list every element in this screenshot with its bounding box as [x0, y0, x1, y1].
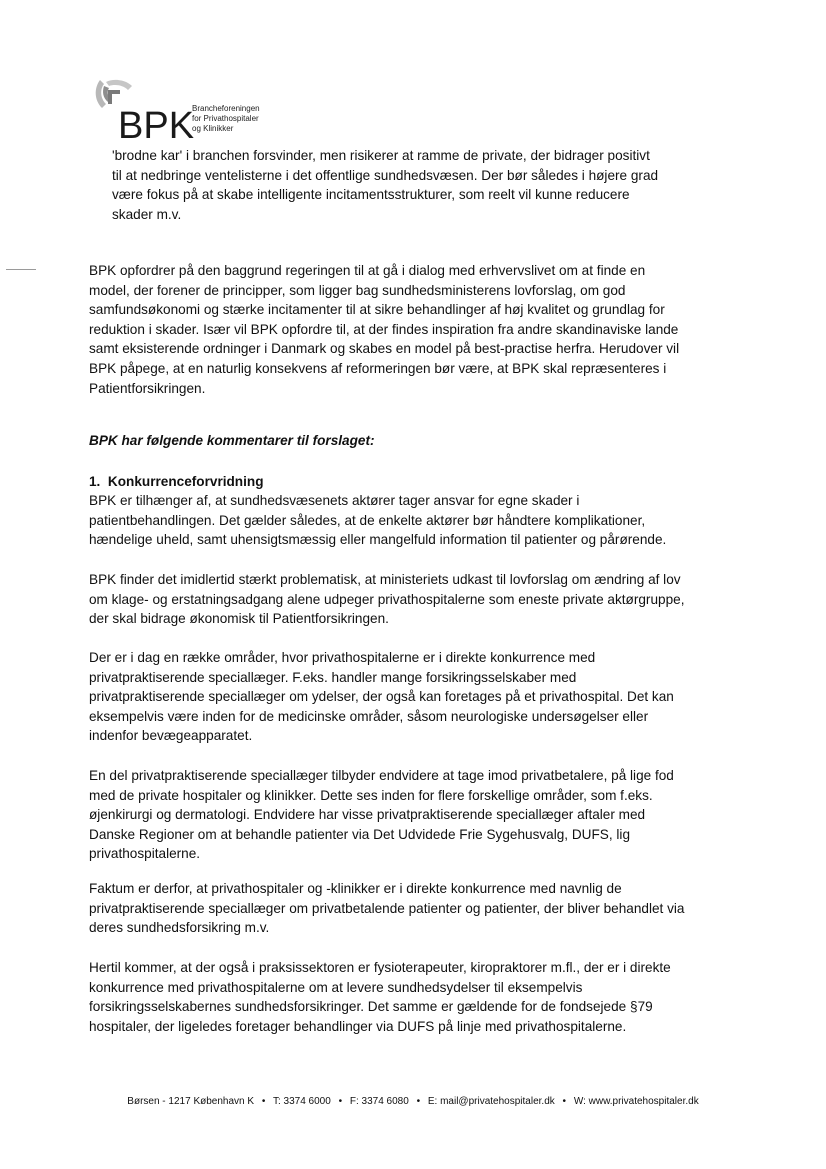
text-line: BPK er tilhænger af, at sundhedsvæsenets aktører tager ansvar for egne skader i: [89, 493, 580, 508]
footer-web: W: www.privatehospitaler.dk: [573, 1096, 699, 1107]
text-line: Patientforsikringen.: [89, 380, 206, 396]
section-paragraph: [89, 491, 769, 550]
text-line: hændelige uheld, samt uhensigtsmæssig eller mangelfuld information til patienter og pårørende.: [89, 532, 667, 548]
footer-separator: •: [416, 1096, 421, 1107]
footer-fax: F: 3374 6080: [349, 1096, 409, 1107]
text-line: være fokus på at skabe intelligente incitamentsstrukturer, som reelt vil kunne reducere: [112, 187, 630, 203]
text-line: BPK opfordrer på den baggrund regeringen til at gå i dialog med erhvervslivet om at finde en: [89, 263, 646, 278]
footer-separator: •: [562, 1096, 567, 1107]
logo-tagline: [192, 104, 260, 134]
footer-email: E: mail@privatehospitaler.dk: [427, 1096, 555, 1107]
footer-address: Børsen - 1217 København K: [127, 1096, 255, 1107]
logo-tagline-line: for Privathospitaler: [192, 114, 259, 123]
text-line: model, der forener de principper, som ligger bag sundhedsministerens lovforslag, om god: [89, 282, 626, 298]
text-line: til at nedbringe ventelisterne i det offentlige sundhedsvæsen. Der bør således i højere grad: [112, 167, 659, 183]
text-line: privatpraktiserende speciallæger om ydelser, der også kan foretages på et privathospital. Det kan: [89, 689, 674, 705]
text-line: BPK finder det imidlertid stærkt problematisk, at ministeriets udkast til lovforslag om ændring af lov: [89, 572, 681, 587]
section-title-text: Konkurrenceforvridning: [107, 474, 264, 489]
text-line: eksempelvis være inden for de medicinske områder, såsom neurologiske undersøgelser eller: [89, 708, 649, 724]
logo-tagline-line: og Klinikker: [192, 124, 234, 133]
footer-separator: •: [338, 1096, 343, 1107]
text-line: der skal bidrage økonomisk til Patientforsikringen.: [89, 611, 389, 627]
footer-separator: •: [261, 1096, 266, 1107]
text-line: øjenkirurgi og dermatologi. Endvidere har visse privatpraktiserende speciallæger aftaler med: [89, 807, 646, 823]
text-line: patientbehandlingen. Det gælder således, at de enkelte aktører bør håndtere komplikationer,: [89, 512, 646, 528]
footer-phone: T: 3374 6000: [272, 1096, 331, 1107]
text-line: reduktion i skader. Især vil BPK opfordre til, at der findes inspiration fra andre skandinaviske lande: [89, 321, 679, 337]
text-line: En del privatpraktiserende speciallæger tilbyder endvidere at tage imod privatbetalere, på lige fod: [89, 768, 674, 783]
text-line: forsikringsselskabernes sundhedsforsikringer. Det samme er gældende for de fondsejede §79: [89, 999, 653, 1015]
text-line: med de private hospitaler og klinikker. Dette ses inden for flere forskellige områder, som f.eks.: [89, 787, 653, 803]
text-line: Hertil kommer, at der også i praksissektoren er fysioterapeuter, kiropraktorer m.fl., der er i direkte: [89, 960, 671, 975]
text-line: hospitaler, der ligeledes foretager behandlinger via DUFS på linje med privathospitalerne.: [89, 1018, 627, 1034]
text-line: privatpraktiserende speciallæger. F.eks. handler mange forsikringsselskaber med: [89, 669, 577, 685]
text-line: Danske Regioner om at behandle patienter via Det Udvidede Frie Sygehusvalg, DUFS, lig: [89, 826, 631, 842]
text-line: samt eksisterende ordninger i Danmark og skabes en model på best-practise herfra. Herudover vil: [89, 341, 680, 357]
margin-mark: [6, 269, 36, 270]
paragraph-dialog: [89, 261, 769, 398]
text-line: samfundsøkonomi og stærke incitamenter til at sikre behandlinger af høj kvalitet og grundlag for: [89, 302, 665, 318]
section-paragraph: [89, 879, 769, 938]
text-line: privathospitalerne.: [89, 846, 201, 862]
text-line: privatpraktiserende speciallæger om privatbetalende patienter og patienter, der bliver behandlet via: [89, 900, 685, 916]
text-line: Faktum er derfor, at privathospitaler og -klinikker er i direkte konkurrence med navnlig de: [89, 881, 622, 896]
text-line: Der er i dag en række områder, hvor privathospitalerne er i direkte konkurrence med: [89, 650, 596, 665]
text-line: indenfor bevægeapparatet.: [89, 728, 253, 744]
section-paragraph: [89, 958, 769, 1036]
text-line: skader m.v.: [112, 206, 182, 222]
section-paragraph: [89, 648, 769, 746]
section-title: [89, 472, 769, 492]
comments-heading: BPK har følgende kommentarer til forslaget:: [89, 433, 375, 448]
section-paragraph: [89, 570, 769, 629]
footer-contact: [0, 1096, 826, 1107]
text-line: deres sundhedsforsikring m.v.: [89, 920, 270, 936]
logo-tagline-line: Brancheforeningen: [192, 104, 260, 113]
section-number: 1.: [89, 474, 101, 489]
intro-paragraph: [112, 146, 772, 224]
text-line: konkurrence med privathospitalerne om at levere sundhedsydelser til eksempelvis: [89, 979, 583, 995]
section-paragraph: [89, 766, 769, 864]
text-line: BPK påpege, at en naturlig konsekvens af reformeringen bør være, at BPK skal repræsenteres i: [89, 360, 667, 376]
text-line: om klage- og erstatningsadgang alene udpeger privathospitalerne som eneste private aktørgruppe,: [89, 591, 685, 607]
logo-acronym: BPK: [118, 105, 195, 142]
text-line: 'brodne kar' i branchen forsvinder, men risikerer at ramme de private, der bidrager positivt: [112, 148, 650, 163]
